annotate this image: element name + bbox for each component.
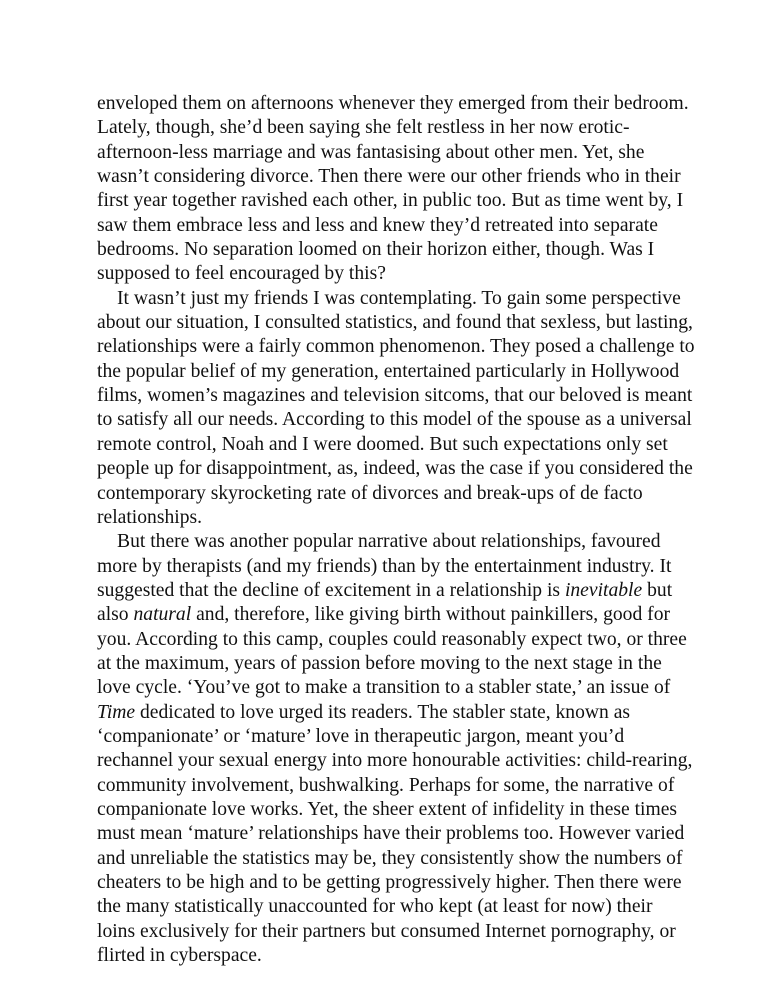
text-line: more by therapists (and my friends) than by the entertainment industry. It bbox=[97, 555, 672, 577]
text-line: flirted in cyberspace. bbox=[97, 945, 262, 967]
text-line: contemporary skyrocketing rate of divorces and break-ups of de facto bbox=[97, 482, 643, 504]
text-line bbox=[97, 701, 687, 725]
text-line bbox=[97, 579, 687, 603]
text-line: bedrooms. No separation loomed on their horizon either, though. Was I bbox=[97, 239, 655, 261]
text-run: suggested that the decline of excitement in a relationship is bbox=[97, 579, 565, 601]
text-line: loins exclusively for their partners but consumed Internet pornography, or bbox=[97, 920, 676, 942]
paragraph-start-line: But there was another popular narrative about relationships, favoured bbox=[117, 531, 661, 553]
text-line: rechannel your sexual energy into more honourable activities: child-rearing, bbox=[97, 750, 693, 772]
emphasis-text: natural bbox=[133, 604, 192, 626]
text-line: relationships. bbox=[97, 506, 203, 528]
text-line: must mean ‘mature’ relationships have their problems too. However varied bbox=[97, 823, 685, 845]
text-line: you. According to this camp, couples could reasonably expect two, or three bbox=[97, 628, 687, 650]
text-line: wasn’t considering divorce. Then there were our other friends who in their bbox=[97, 166, 681, 188]
text-line: people up for disappointment, as, indeed, was the case if you considered the bbox=[97, 458, 693, 480]
text-line: films, women’s magazines and television sitcoms, that our beloved is meant bbox=[97, 385, 693, 407]
text-run: and, therefore, like giving birth without painkillers, good for bbox=[191, 604, 671, 626]
text-line: the many statistically unaccounted for who kept (at least for now) their bbox=[97, 896, 653, 918]
text-line: enveloped them on afternoons whenever they emerged from their bedroom. bbox=[97, 93, 689, 114]
text-line: at the maximum, years of passion before moving to the next stage in the bbox=[97, 652, 662, 674]
text-line: companionate love works. Yet, the sheer extent of infidelity in these times bbox=[97, 798, 678, 820]
text-line: remote control, Noah and I were doomed. But such expectations only set bbox=[97, 433, 668, 455]
text-line: saw them embrace less and less and knew they’d retreated into separate bbox=[97, 214, 658, 236]
text-run: also bbox=[97, 604, 134, 626]
body-text bbox=[97, 92, 695, 968]
emphasis-text: inevitable bbox=[564, 579, 643, 601]
text-line: community involvement, bushwalking. Perhaps for some, the narrative of bbox=[97, 774, 675, 796]
text-line: supposed to feel encouraged by this? bbox=[97, 263, 386, 285]
text-line: and unreliable the statistics may be, they consistently show the numbers of bbox=[97, 847, 683, 869]
text-line: cheaters to be high and to be getting progressively higher. Then there were bbox=[97, 872, 682, 893]
text-line: Lately, though, she’d been saying she felt restless in her now erotic- bbox=[97, 117, 630, 139]
emphasis-text: Time bbox=[97, 701, 136, 723]
text-line: afternoon-less marriage and was fantasising about other men. Yet, she bbox=[97, 141, 645, 163]
text-run: dedicated to love urged its readers. The stabler state, known as bbox=[135, 701, 631, 723]
text-line: relationships were a fairly common phenomenon. They posed a challenge to bbox=[97, 336, 695, 358]
text-line: ‘companionate’ or ‘mature’ love in therapeutic jargon, meant you’d bbox=[97, 725, 625, 747]
text-line: about our situation, I consulted statistics, and found that sexless, but lasting, bbox=[97, 312, 693, 334]
text-line: first year together ravished each other, in public too. But as time went by, I bbox=[97, 190, 684, 212]
text-line: the popular belief of my generation, entertained particularly in Hollywood bbox=[97, 360, 680, 382]
text-line: love cycle. ‘You’ve got to make a transition to a stabler state,’ an issue of bbox=[97, 677, 671, 699]
text-run: but bbox=[642, 579, 673, 601]
text-line bbox=[97, 603, 687, 627]
paragraph-start-line: It wasn’t just my friends I was contemplating. To gain some perspective bbox=[117, 287, 681, 309]
text-line: to satisfy all our needs. According to this model of the spouse as a universal bbox=[97, 409, 692, 431]
